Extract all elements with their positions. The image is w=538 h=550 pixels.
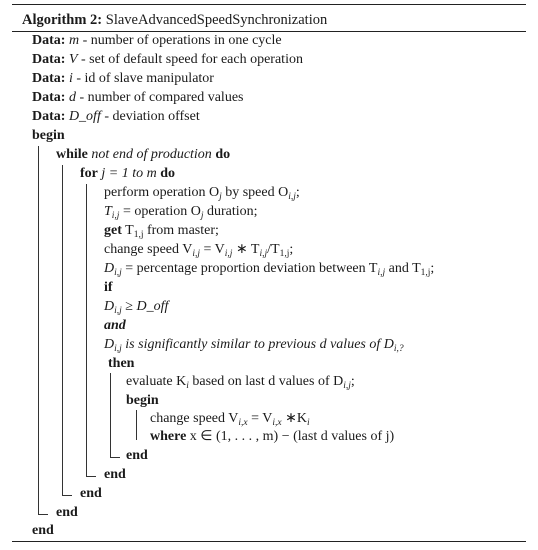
kw-end-if: end (104, 467, 126, 482)
change-speed-line: change speed $V_{i,j} = V_{i,j}$ ∗ $T_{i,j}/T_{1,j}$; (104, 242, 294, 259)
guide-while-foot (62, 495, 72, 496)
guide-for (86, 184, 87, 476)
guide-then-foot (110, 457, 120, 458)
kw-then: then (108, 356, 135, 371)
kw-end-inner: end (126, 448, 148, 463)
kw-begin-outer: begin (32, 128, 65, 143)
condition-2-line: $D_{i,j}$ is significantly similar to previous d values of $D_{i,?}$ (104, 337, 404, 354)
data-line-m: Data: m - number of operations in one cycle (32, 33, 282, 48)
guide-for-foot (86, 476, 96, 477)
inner-change-line: change speed $V_{i,x} = V_{i,x}$ $∗K_i$ (150, 411, 310, 428)
guide-begin-outer (38, 146, 39, 514)
algorithm-caption (22, 11, 327, 29)
algorithm-title: SlaveAdvancedSpeedSynchronization (105, 12, 328, 28)
condition-1-line: $D_{i,j}$ ≥ D_off (104, 299, 169, 316)
algorithm-label: Algorithm 2: (22, 12, 103, 28)
duration-line: $T_{i,j}$ = operation $O_j$ duration; (104, 204, 258, 221)
data-line-i: Data: i - id of slave manipulator (32, 71, 214, 86)
while-line: while not end of production do (56, 147, 231, 162)
data-line-d: Data: d - number of compared values (32, 90, 244, 105)
guide-begin-outer-foot (38, 514, 48, 515)
kw-end-outer: end (32, 523, 54, 538)
guide-then (110, 373, 111, 457)
where-line: where x ∈ (1, . . . , m) − (last d values of j) (150, 429, 395, 444)
guide-while (62, 165, 63, 495)
data-line-doff: Data: D_off - deviation offset (32, 109, 200, 124)
kw-begin-inner: begin (126, 393, 159, 408)
evaluate-line: evaluate $K_i$ based on last d values of $D_{i,j}$; (126, 374, 355, 391)
for-line: for j = 1 to m do (80, 166, 176, 181)
data-line-v: Data: V - set of default speed for each operation (32, 52, 303, 67)
get-line: get $T_{1,j}$ from master; (104, 223, 219, 240)
kw-and: and (104, 318, 126, 333)
guide-begin-inner (136, 410, 137, 440)
perform-line: perform operation $O_j$ by speed $O_{i,j}$; (104, 185, 300, 202)
kw-end-while: end (56, 505, 78, 520)
kw-if: if (104, 280, 113, 295)
deviation-line: $D_{i,j}$ = percentage proportion deviation between $T_{i,j}$ and $T_{1,j}$; (104, 261, 435, 278)
kw-end-for: end (80, 486, 102, 501)
